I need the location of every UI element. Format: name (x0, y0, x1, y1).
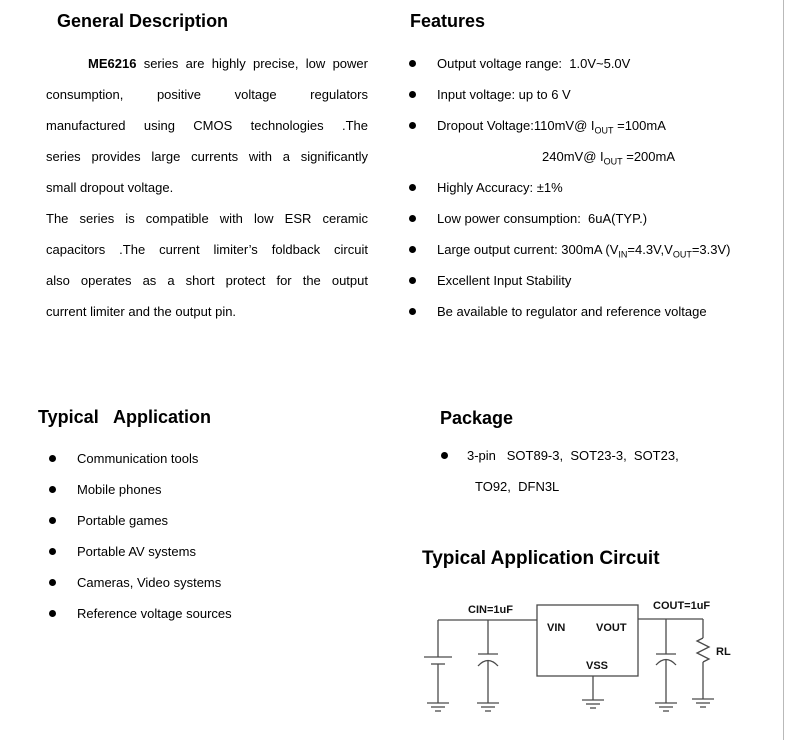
paragraph-line: current limiter and the output pin. (46, 304, 237, 319)
bullet-icon (49, 486, 56, 493)
feature-item: Input voltage: up to 6 V (409, 79, 781, 110)
ground-icon (477, 703, 499, 711)
application-item: Communication tools (49, 443, 379, 474)
paragraph-line (46, 48, 368, 79)
capacitor-cin-icon (478, 620, 498, 703)
paragraph-line: small dropout voltage. (46, 180, 174, 195)
bullet-icon (409, 277, 416, 284)
page-right-border (783, 0, 784, 740)
battery-icon (424, 620, 452, 703)
rl-label: RL (716, 646, 731, 658)
bullet-icon (49, 517, 56, 524)
typical-application-circuit-heading: Typical Application Circuit (422, 548, 660, 569)
feature-item: Excellent Input Stability (409, 265, 781, 296)
feature-item: Be available to regulator and reference voltage (409, 296, 781, 327)
paragraph-line-text: series are highly precise, low power (143, 56, 368, 71)
package-item: 3-pin SOT89-3, SOT23-3, SOT23, (441, 440, 771, 471)
cout-label: COUT=1uF (653, 600, 711, 612)
bullet-icon (49, 610, 56, 617)
bullet-icon (409, 60, 416, 67)
bullet-icon (409, 184, 416, 191)
part-number: ME6216 (88, 56, 137, 71)
features-list (409, 48, 781, 327)
paragraph-line: series provides large currents with a significantly (46, 149, 368, 164)
paragraph-line: consumption, positive voltage regulators (46, 87, 368, 102)
application-item: Reference voltage sources (49, 598, 379, 629)
vout-pin-label: VOUT (596, 622, 627, 634)
typical-application-heading: Typical Application (38, 407, 212, 427)
paragraph-line: also operates as a short protect for the output (46, 273, 368, 288)
package-heading: Package (440, 408, 514, 428)
feature-item: Large output current: 300mA $(V_{IN}=4.3V,V_{OUT}=3.3V)$ (409, 234, 781, 265)
application-item: Cameras, Video systems (49, 567, 379, 598)
ground-icon (427, 703, 449, 711)
bullet-icon (409, 91, 416, 98)
bullet-icon (49, 455, 56, 462)
package-item-continuation: TO92, DFN3L (475, 479, 560, 494)
package-list (441, 440, 771, 502)
paragraph-line: manufactured using CMOS technologies .The (46, 118, 368, 133)
application-item: Mobile phones (49, 474, 379, 505)
typical-application-list (49, 443, 379, 629)
bullet-icon (49, 579, 56, 586)
bullet-icon (409, 246, 416, 253)
cin-label: CIN=1uF (468, 604, 513, 616)
capacitor-cout-icon (656, 619, 676, 703)
application-item: Portable games (49, 505, 379, 536)
application-circuit-diagram (420, 593, 760, 740)
bullet-icon (409, 215, 416, 222)
bullet-icon (441, 452, 448, 459)
ground-icon (692, 699, 714, 707)
feature-item: Dropout Voltage:110mV@ $I_{OUT} =100mA$ (409, 110, 781, 141)
ground-icon (655, 703, 677, 711)
bullet-icon (409, 308, 416, 315)
general-description-text (46, 48, 368, 327)
vss-pin-label: VSS (585, 660, 609, 672)
general-description-heading: General Description (57, 11, 229, 31)
bullet-icon (409, 122, 416, 129)
feature-item: Highly Accuracy: ±1% (409, 172, 781, 203)
vin-pin-label: VIN (547, 622, 566, 634)
paragraph-line: capacitors .The current limiter’s foldback circuit (46, 242, 368, 257)
feature-item-continuation: 240mV@ $I_{OUT} =200mA$ (542, 149, 676, 167)
feature-item: Low power consumption: 6uA(TYP.) (409, 203, 781, 234)
resistor-rl-icon (697, 619, 709, 699)
paragraph-line: The series is compatible with low ESR ceramic (46, 211, 368, 226)
feature-item: Output voltage range: 1.0V~5.0V (409, 48, 781, 79)
features-heading: Features (410, 11, 486, 31)
application-item: Portable AV systems (49, 536, 379, 567)
bullet-icon (49, 548, 56, 555)
ground-icon (582, 700, 604, 708)
